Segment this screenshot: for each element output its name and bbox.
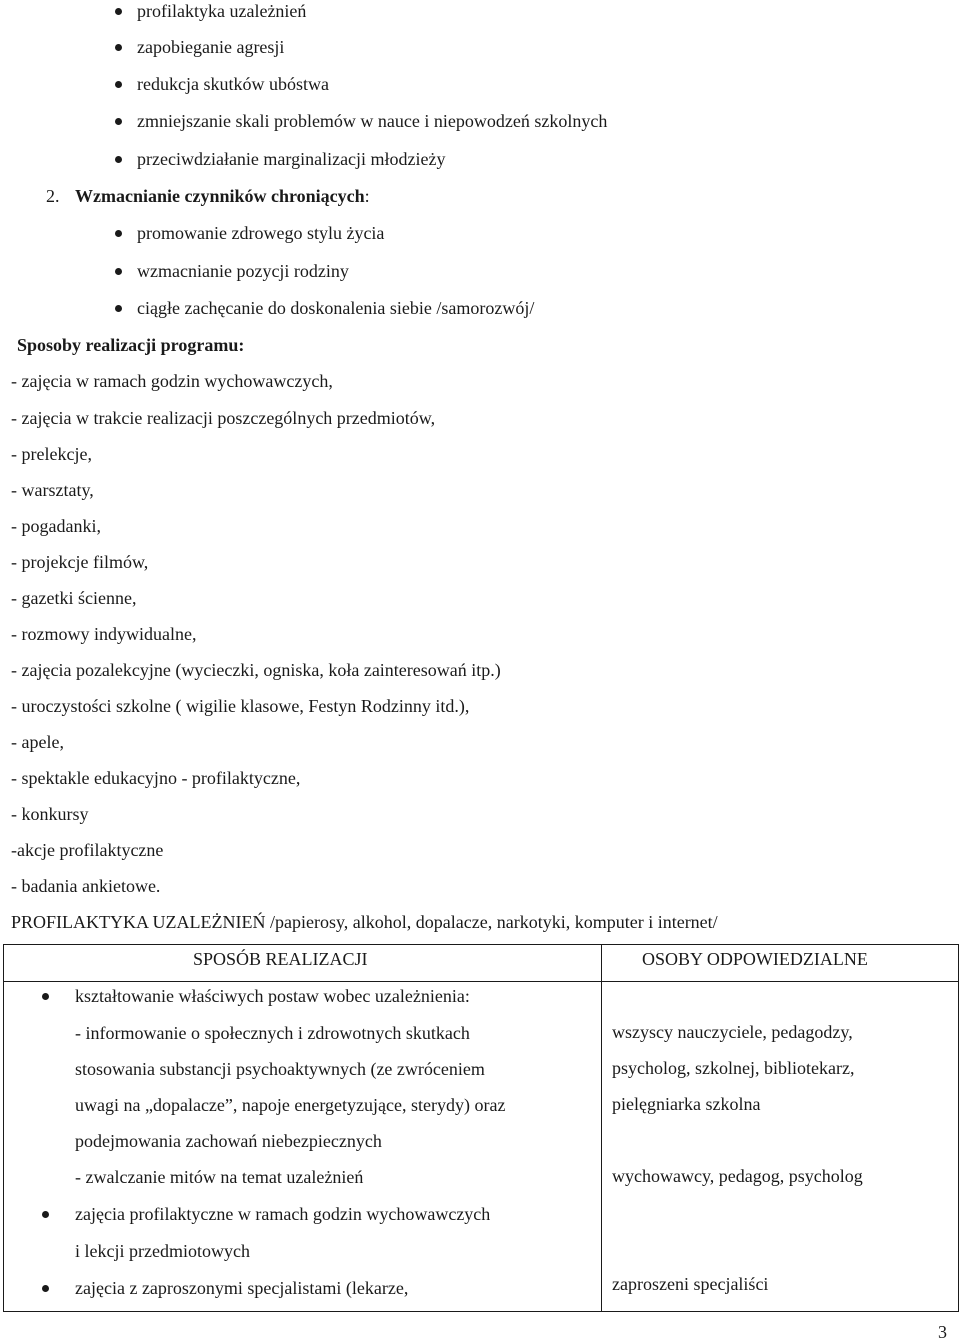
method-item: - warsztaty, <box>11 480 94 500</box>
section-title-colon: : <box>364 186 370 206</box>
method-item: - konkursy <box>11 804 89 824</box>
table-right-line: zaproszeni specjaliści <box>612 1274 769 1294</box>
bullet-icon <box>115 268 122 275</box>
bullet-icon <box>42 993 49 1000</box>
method-item: - badania ankietowe. <box>11 876 161 896</box>
bullet-icon <box>115 8 122 15</box>
list-item: promowanie zdrowego stylu życia <box>137 223 385 243</box>
table-left-line: zajęcia profilaktyczne w ramach godzin wychowawczych <box>75 1204 491 1224</box>
table-right-line: psycholog, szkolnej, bibliotekarz, <box>612 1058 855 1078</box>
bullet-icon <box>42 1211 49 1218</box>
list-item: przeciwdziałanie marginalizacji młodzieży <box>137 149 446 169</box>
section-title-text: Wzmacnianie czynników chroniących <box>75 186 365 206</box>
bullet-icon <box>115 44 122 51</box>
bullet-icon <box>115 305 122 312</box>
method-item: - apele, <box>11 732 64 752</box>
table-header-responsible: OSOBY ODPOWIEDZIALNE <box>642 949 868 969</box>
list-item: zapobieganie agresji <box>137 37 285 57</box>
table-right-line: wychowawcy, pedagog, psycholog <box>612 1166 863 1186</box>
profilaktyka-heading: PROFILAKTYKA UZALEŻNIEŃ /papierosy, alkohol, dopalacze, narkotyki, komputer i internet/ <box>11 912 718 932</box>
list-item: wzmacnianie pozycji rodziny <box>137 261 349 281</box>
method-item: - pogadanki, <box>11 516 101 536</box>
table-header-realization: SPOSÓB REALIZACJI <box>193 949 368 969</box>
method-item: - projekcje filmów, <box>11 552 149 572</box>
methods-heading: Sposoby realizacji programu: <box>17 335 245 355</box>
table-left-line: podejmowania zachowań niebezpiecznych <box>75 1131 382 1151</box>
bullet-icon <box>42 1285 49 1292</box>
bullet-icon <box>115 230 122 237</box>
section-title <box>75 185 370 207</box>
method-item: -akcje profilaktyczne <box>11 840 164 860</box>
method-item: - spektakle edukacyjno - profilaktyczne, <box>11 768 301 788</box>
table-left-line: kształtowanie właściwych postaw wobec uzależnienia: <box>75 986 470 1006</box>
table-left-line: uwagi na „dopalacze”, napoje energetyzujące, sterydy) oraz <box>75 1095 506 1115</box>
bullet-icon <box>115 118 122 125</box>
method-item: - zajęcia pozalekcyjne (wycieczki, ogniska, koła zainteresowań itp.) <box>11 660 501 680</box>
bullet-icon <box>115 156 122 163</box>
method-item: - zajęcia w trakcie realizacji poszczególnych przedmiotów, <box>11 408 436 428</box>
method-item: - uroczystości szkolne ( wigilie klasowe, Festyn Rodzinny itd.), <box>11 696 470 716</box>
table-left-line: stosowania substancji psychoaktywnych (ze zwróceniem <box>75 1059 485 1079</box>
method-item: - prelekcje, <box>11 444 92 464</box>
list-item: redukcja skutków ubóstwa <box>137 74 329 94</box>
method-item: - zajęcia w ramach godzin wychowawczych, <box>11 371 333 391</box>
table-left-line: i lekcji przedmiotowych <box>75 1241 250 1261</box>
section-number: 2. <box>46 186 60 206</box>
method-item: - rozmowy indywidualne, <box>11 624 197 644</box>
table-left-line: - zwalczanie mitów na temat uzależnień <box>75 1167 364 1187</box>
list-item: ciągłe zachęcanie do doskonalenia siebie /samorozwój/ <box>137 298 535 318</box>
bullet-icon <box>115 81 122 88</box>
list-item: zmniejszanie skali problemów w nauce i niepowodzeń szkolnych <box>137 111 608 131</box>
method-item: - gazetki ścienne, <box>11 588 137 608</box>
table-left-line: zajęcia z zaproszonymi specjalistami (lekarze, <box>75 1278 409 1298</box>
list-item: profilaktyka uzależnień <box>137 1 307 21</box>
page-number: 3 <box>938 1322 947 1342</box>
table-right-line: wszyscy nauczyciele, pedagodzy, <box>612 1022 853 1042</box>
table-left-line: - informowanie o społecznych i zdrowotnych skutkach <box>75 1023 470 1043</box>
table-right-line: pielęgniarka szkolna <box>612 1094 761 1114</box>
